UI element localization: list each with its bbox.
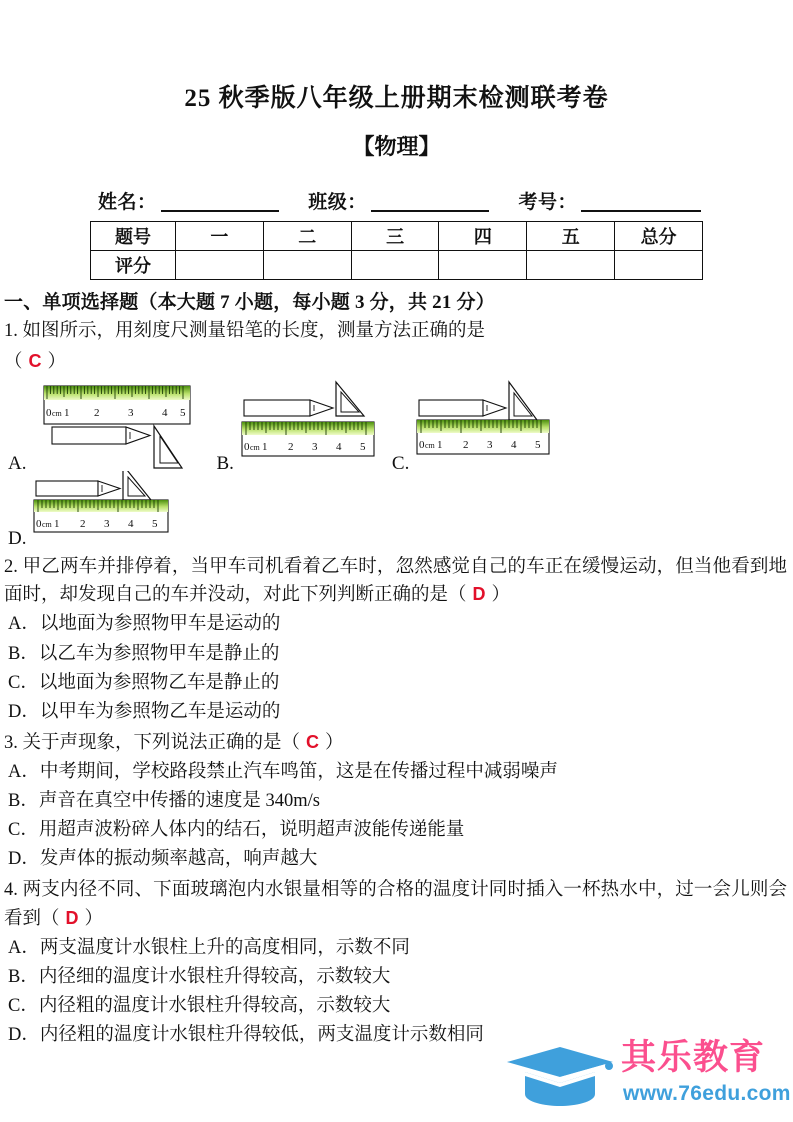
question-4-answer[interactable]: D [65,907,79,928]
question-4-paren-close: ） [84,908,104,929]
score-table [90,221,703,280]
question-2-option-a[interactable]: A．以地面为参照物甲车是运动的 [8,614,281,635]
question-3-option-a[interactable]: A．中考期间，学校路段禁止汽车鸣笛，这是在传播过程中减弱噪声 [8,761,558,782]
svg-text:3: 3 [104,518,110,531]
score-cell-total[interactable] [615,251,703,280]
identity-field-name [98,187,308,214]
table-row-question-numbers [91,222,703,251]
name-input-blank[interactable] [161,193,279,212]
svg-text:cm: cm [425,441,436,451]
question-3-option-d[interactable]: D．发声体的振动频率越高，响声越大 [8,849,318,870]
score-cell-3[interactable] [351,251,439,280]
svg-text:2: 2 [94,407,100,420]
question-2-option-d[interactable]: D．以甲车为参照物乙车是运动的 [8,701,281,722]
question-1-figures-row-1 [4,380,787,475]
question-3 [0,729,793,874]
question-4-option-b[interactable]: B．内径细的温度计水银柱升得较高，示数较大 [8,966,391,987]
question-2-text: 甲乙两车并排停着，当甲车司机看着乙车时，忽然感觉自己的车正在缓慢运动，但当他看到地面时，却发现自己的车并没动，对此下列判断正确的是（ [4,557,787,606]
question-2-number: 2. [4,557,18,578]
svg-text:1: 1 [64,407,70,420]
svg-text:3: 3 [128,407,134,420]
graduation-cap-icon [505,1046,617,1113]
svg-text:1: 1 [261,441,268,454]
svg-text:cm: cm [42,520,53,530]
svg-text:0: 0 [419,439,425,452]
question-1-number: 1. [4,321,18,341]
question-1-option-b-label: B. [216,453,234,475]
question-1-option-c-label: C. [391,453,410,475]
section-heading-multiple-choice: 一、单项选择题（本大题 7 小题，每小题 3 分，共 21 分） [4,292,495,313]
page-title: 25 秋季版八年级上册期末检测联考卷 [184,85,609,112]
name-label: 姓名： [98,192,157,213]
question-1-paren-open: （ [4,352,23,373]
question-2-option-b[interactable]: B．以乙车为参照物甲车是静止的 [8,643,280,664]
svg-text:1: 1 [54,518,60,531]
question-3-text: 关于声现象，下列说法正确的是（ [22,732,301,753]
identity-field-exam-number [519,187,702,214]
score-col-header-4: 四 [439,222,527,251]
question-1-option-d[interactable] [8,471,180,550]
svg-text:4: 4 [162,407,168,420]
question-1 [0,317,793,550]
question-2-paren-close: ） [491,585,511,606]
watermark-url: www.76edu.com [623,1082,791,1105]
question-3-stem [4,729,787,757]
question-3-number: 3. [4,732,18,753]
question-1-option-c[interactable] [392,380,553,475]
svg-text:4: 4 [128,518,134,531]
svg-text:0: 0 [36,518,42,531]
svg-text:5: 5 [180,407,186,420]
svg-text:5: 5 [359,441,366,454]
question-4-number: 4. [4,880,18,901]
svg-text:cm: cm [52,409,63,419]
svg-text:4: 4 [335,441,342,454]
svg-text:4: 4 [511,439,517,452]
question-4-option-d[interactable]: D．内径粗的温度计水银柱升得较低，两支温度计示数相同 [8,1024,484,1045]
row-header-question-number: 题号 [91,222,176,251]
svg-text:3: 3 [311,441,318,454]
page-subtitle: 【物理】 [352,134,441,159]
svg-text:0: 0 [243,441,250,454]
question-1-figures-row-2 [4,471,787,550]
question-2-option-c[interactable]: C．以地面为参照物乙车是静止的 [8,672,280,693]
svg-text:1: 1 [437,439,443,452]
question-1-option-d-label: D. [8,528,27,550]
question-2-stem [4,553,787,609]
svg-text:0: 0 [46,407,52,420]
score-cell-5[interactable] [527,251,615,280]
ruler-pencil-diagram-d-icon [30,471,180,550]
question-1-stem [4,317,787,345]
class-input-blank[interactable] [371,193,489,212]
svg-text:5: 5 [535,439,541,452]
ruler-pencil-diagram-b-icon [238,380,378,475]
svg-text:3: 3 [487,439,493,452]
score-col-header-1: 一 [176,222,264,251]
score-col-header-total: 总分 [615,222,703,251]
svg-text:cm: cm [249,443,260,453]
ruler-pencil-diagram-c-icon [413,380,553,475]
question-1-paren-close: ） [47,352,67,373]
question-3-answer[interactable]: C [306,731,320,752]
svg-text:2: 2 [463,439,469,452]
row-header-score: 评分 [91,251,176,280]
question-4-text: 两支内径不同、下面玻璃泡内水银量相等的合格的温度计同时插入一杯热水中，过一会儿则会看到（ [4,880,787,929]
question-3-option-c[interactable]: C．用超声波粉碎人体内的结石，说明超声波能传递能量 [8,820,465,841]
score-col-header-5: 五 [527,222,615,251]
exam-number-label: 考号： [518,192,578,213]
question-4-option-a[interactable]: A．两支温度计水银柱上升的高度相同，示数不同 [8,937,410,958]
question-1-option-a-label: A. [8,453,27,475]
table-row-scores [91,251,703,280]
identity-field-class [308,187,518,214]
question-4-option-c[interactable]: C．内径粗的温度计水银柱升得较高，示数较大 [8,995,391,1016]
identity-row [0,187,793,214]
class-label: 班级： [308,192,367,213]
svg-text:2: 2 [287,441,294,454]
watermark-brand: 其乐教育 [621,1038,766,1077]
question-3-option-b[interactable]: B．声音在真空中传播的速度是 340m/s [8,791,320,812]
score-col-header-2: 二 [263,222,351,251]
score-cell-2[interactable] [263,251,351,280]
watermark-logo [505,1038,791,1112]
score-cell-1[interactable] [176,251,264,280]
svg-text:5: 5 [152,518,158,531]
question-3-paren-close: ） [325,732,344,753]
question-1-option-b[interactable] [216,380,377,475]
question-1-text: 如图所示，用刻度尺测量铅笔的长度，测量方法正确的是 [22,321,486,341]
question-1-answer[interactable]: C [28,351,42,372]
score-cell-4[interactable] [439,251,527,280]
score-col-header-3: 三 [351,222,439,251]
question-2-answer[interactable]: D [472,584,486,605]
ruler-pencil-diagram-a-icon [30,380,200,475]
question-2 [0,553,793,726]
svg-text:2: 2 [80,518,86,531]
question-1-option-a[interactable] [8,380,200,475]
question-4-stem [4,876,787,932]
question-4 [0,876,793,1049]
exam-number-input-blank[interactable] [581,193,701,212]
question-1-answer-line [4,348,787,376]
